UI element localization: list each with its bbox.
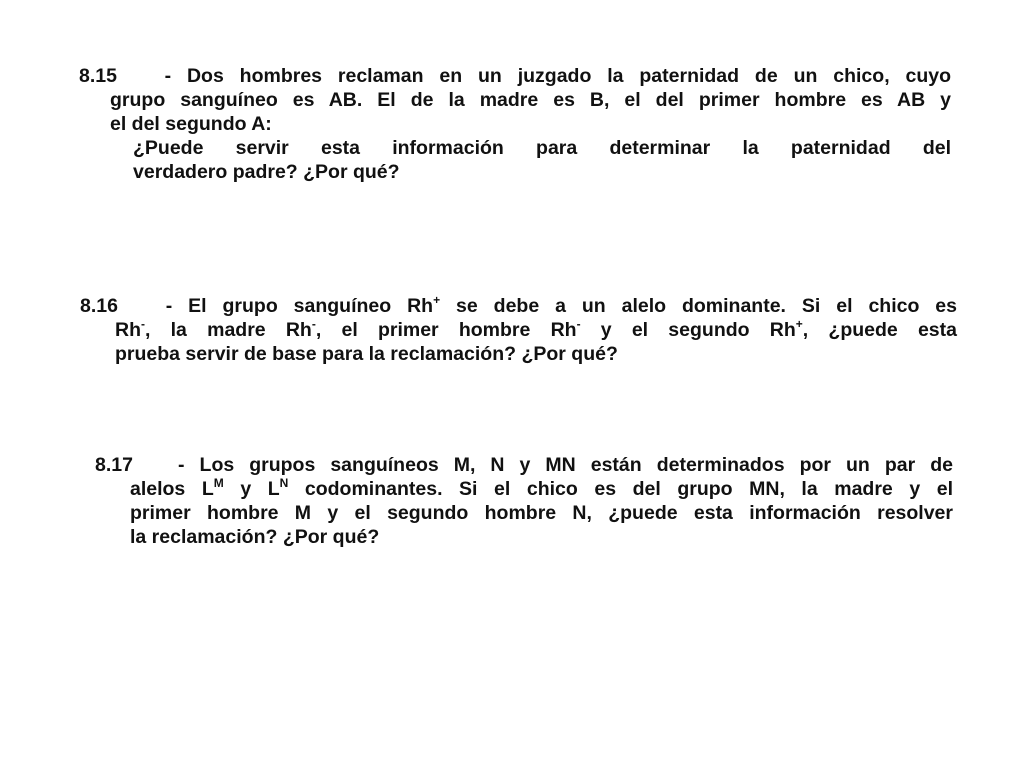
text-segment: alelos L (130, 478, 214, 500)
superscript: - (576, 317, 581, 331)
text-segment: - Los grupos sanguíneos M, N y MN están determinados por un par de (178, 454, 953, 476)
problem-8-15-question-line-1: ¿Puede servir esta información para determinar la paternidad del (133, 137, 951, 159)
text-segment: , el primer hombre Rh (315, 319, 577, 341)
problem-8-17 (95, 453, 953, 549)
problem-8-17-line-4: la reclamación? ¿Por qué? (130, 526, 380, 548)
text-segment: Rh (115, 319, 141, 341)
text-segment: , la madre Rh (145, 319, 312, 341)
text-segment: y L (223, 478, 280, 500)
problem-8-15-line-3: el del segundo A: (110, 113, 272, 135)
problem-8-15-line-2: grupo sanguíneo es AB. El de la madre es B, el del primer hombre es AB y (110, 89, 951, 111)
problem-number: 8.17 (95, 454, 133, 476)
problem-8-16-line-2 (80, 318, 957, 342)
superscript: + (795, 317, 803, 331)
text-segment: codominantes. Si el chico es del grupo MN, la madre y el (288, 478, 954, 500)
text-segment: se debe a un alelo dominante. Si el chico es (440, 295, 957, 317)
superscript: N (279, 476, 289, 490)
superscript: M (213, 476, 224, 490)
problem-text: - Dos hombres reclaman en un juzgado la paternidad de un chico, cuyo (164, 65, 951, 87)
problem-8-16 (80, 294, 957, 366)
problem-8-17-line-1 (95, 453, 953, 477)
problem-number: 8.16 (80, 295, 118, 317)
problem-8-16-line-1 (80, 294, 957, 318)
problem-8-16-line-3: prueba servir de base para la reclamación? ¿Por qué? (115, 343, 618, 365)
text-segment: y el segundo Rh (580, 319, 796, 341)
text-segment: , ¿puede esta (802, 319, 957, 341)
text-segment: - El grupo sanguíneo Rh (165, 295, 434, 317)
problem-8-17-line-2 (95, 477, 953, 501)
superscript: - (311, 317, 316, 331)
superscript: + (433, 293, 441, 307)
problem-8-15-line-1 (79, 64, 951, 88)
problem-8-17-line-3: primer hombre M y el segundo hombre N, ¿puede esta información resolver (130, 502, 953, 524)
problem-8-15-question-line-2: verdadero padre? ¿Por qué? (133, 161, 400, 183)
superscript: - (141, 317, 145, 331)
problem-number: 8.15 (79, 65, 117, 87)
problem-8-15 (79, 64, 951, 184)
